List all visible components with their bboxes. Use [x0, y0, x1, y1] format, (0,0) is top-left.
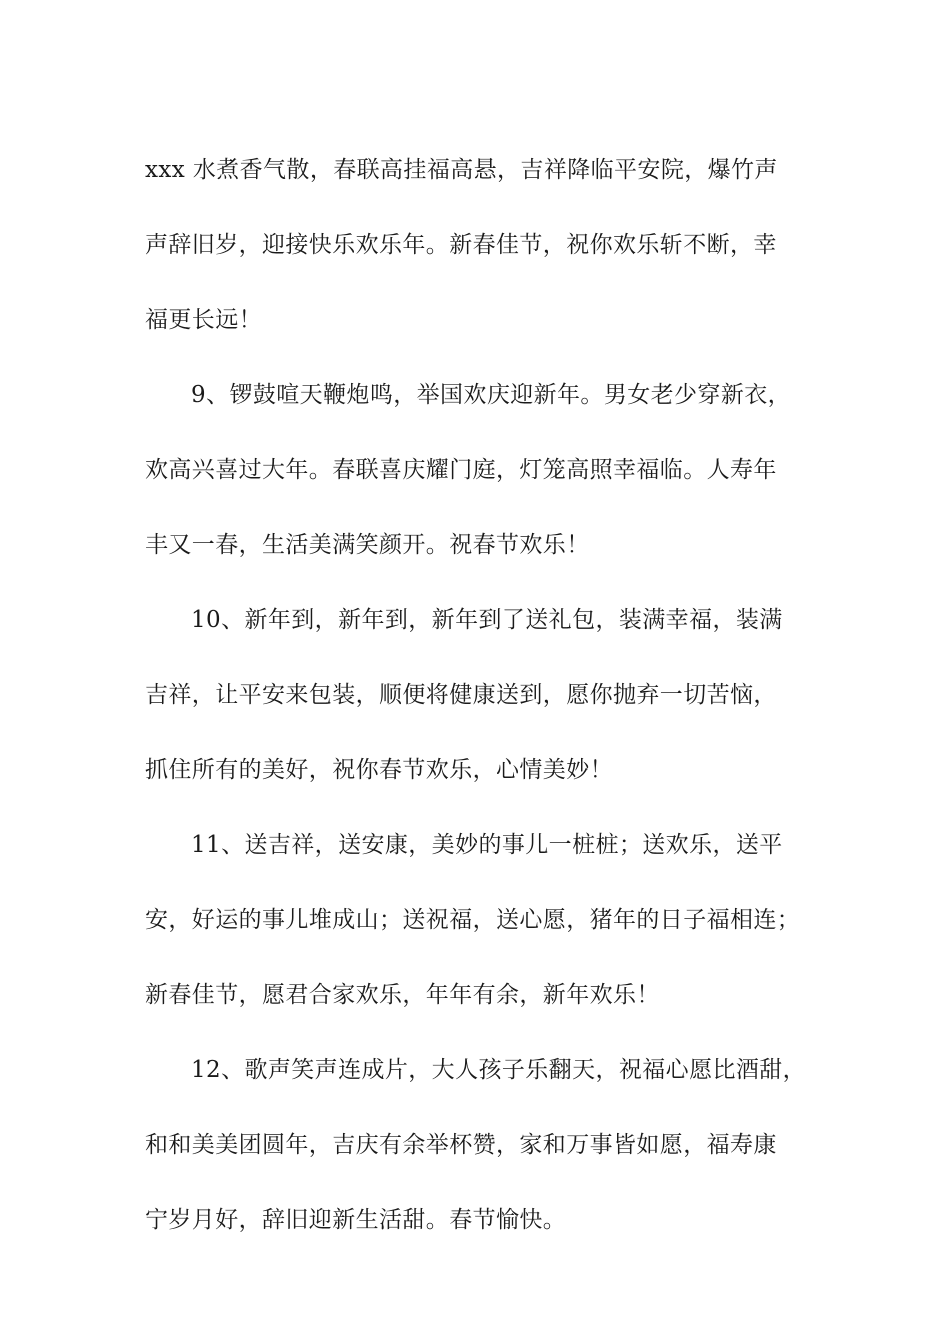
text-line: 宁岁月好，辞旧迎新生活甜。春节愉快。 [145, 1207, 567, 1233]
text-line: 10、新年到，新年到，新年到了送礼包，装满幸福，装满 [191, 607, 783, 633]
text-line: 丰又一春，生活美满笑颜开。祝春节欢乐！ [145, 532, 590, 558]
text-line: 12、歌声笑声连成片，大人孩子乐翻天，祝福心愿比酒甜， [191, 1057, 807, 1083]
text-line: xxx 水煮香气散，春联高挂福高悬，吉祥降临平安院，爆竹声 [145, 157, 778, 183]
paragraph-item-12 [145, 1033, 835, 1258]
text-line: 新春佳节，愿君合家欢乐，年年有余，新年欢乐！ [145, 982, 660, 1008]
text-line: 福更长远！ [145, 307, 262, 333]
paragraph-item-11 [145, 808, 835, 1033]
text-line: 9、锣鼓喧天鞭炮鸣，举国欢庆迎新年。男女老少穿新衣， [191, 382, 792, 408]
text-line: 安，好运的事儿堆成山；送祝福，送心愿，猪年的日子福相连； [145, 907, 801, 933]
text-line: 欢高兴喜过大年。春联喜庆耀门庭，灯笼高照幸福临。人寿年 [145, 457, 777, 483]
text-line: 声辞旧岁，迎接快乐欢乐年。新春佳节，祝你欢乐斩不断，幸 [145, 232, 777, 258]
text-line: 和和美美团圆年，吉庆有余举杯赞，家和万事皆如愿，福寿康 [145, 1132, 777, 1158]
paragraph-continuation [145, 133, 835, 358]
text-line: 11、送吉祥，送安康，美妙的事儿一桩桩；送欢乐，送平 [191, 832, 783, 858]
text-line: 吉祥，让平安来包装，顺便将健康送到，愿你抛弃一切苦恼， [145, 682, 777, 708]
text-line: 抓住所有的美好，祝你春节欢乐，心情美妙！ [145, 757, 613, 783]
paragraph-item-9 [145, 358, 835, 583]
document-body [145, 133, 835, 1258]
paragraph-item-10 [145, 583, 835, 808]
